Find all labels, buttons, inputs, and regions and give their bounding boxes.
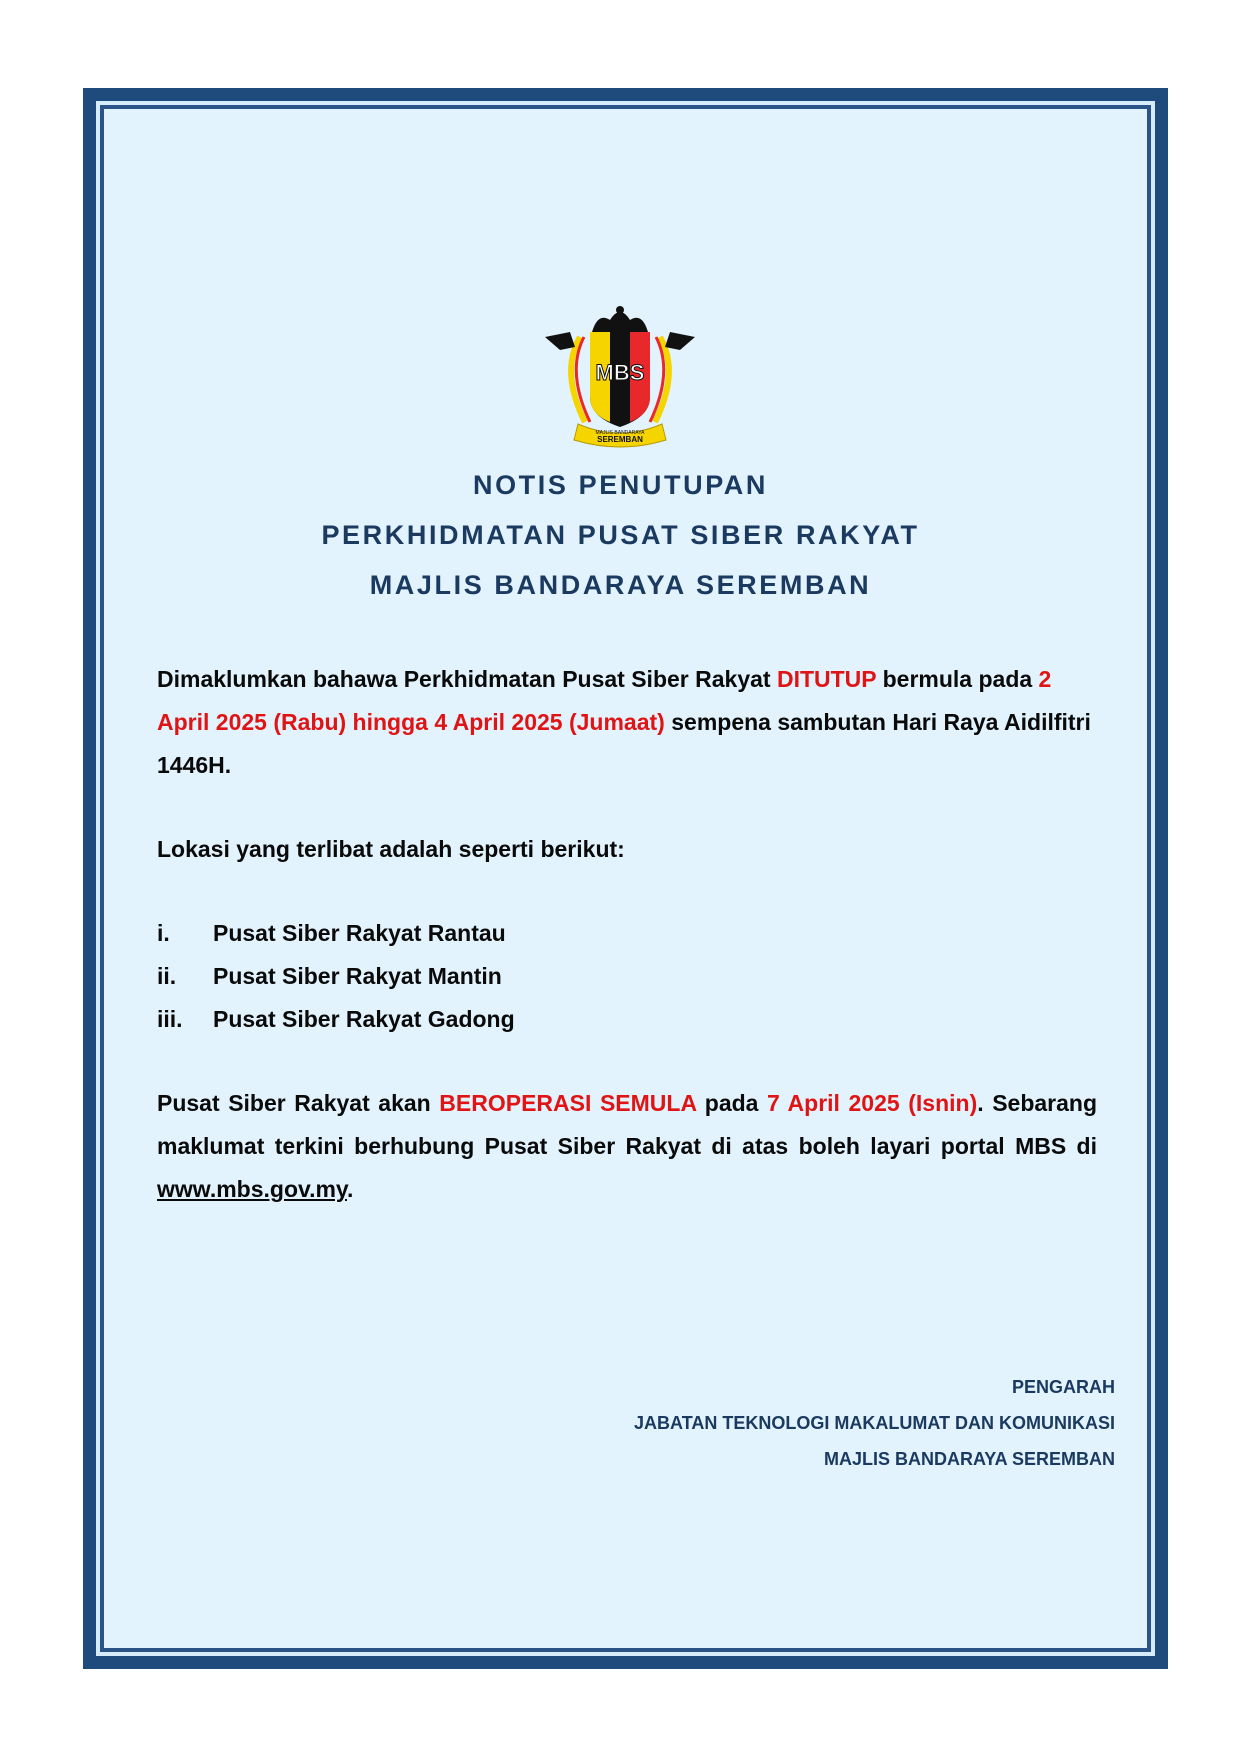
svg-text:MAJLIS BANDARAYA: MAJLIS BANDARAYA <box>595 430 645 436</box>
title-service: PERKHIDMATAN PUSAT SIBER RAKYAT <box>321 520 920 550</box>
reopening-paragraph: Pusat Siber Rakyat akan BEROPERASI SEMULA pada 7 April 2025 (Isnin). Sebarang maklumat terkini berhubung Pusat Siber Rakyat di atas boleh layari portal MBS di www.mbs.gov.my. <box>157 1090 1098 1202</box>
reopen-date-highlight: 7 April 2025 (Isnin) <box>767 1090 978 1116</box>
title-notice: NOTIS PENUTUPAN <box>472 470 768 500</box>
closed-highlight: DITUTUP <box>776 666 877 692</box>
closure-announcement-paragraph: Dimaklumkan bahawa Perkhidmatan Pusat Siber Rakyat DITUTUP bermula pada 2 April 2025 (Rabu) hingga 4 April 2025 (Jumaat) sempena sambutan Hari Raya Aidilfitri 1446H. <box>157 666 1091 778</box>
portal-link[interactable]: www.mbs.gov.my <box>157 1176 347 1202</box>
signature-department: JABATAN TEKNOLOGI MAKALUMAT DAN KOMUNIKASI <box>634 1413 1115 1433</box>
svg-text:MBS: MBS <box>595 360 645 385</box>
title-organization: MAJLIS BANDARAYA SEREMBAN <box>369 570 872 600</box>
reopen-highlight: BEROPERASI SEMULA <box>439 1090 697 1116</box>
locations-intro: Lokasi yang terlibat adalah seperti berikut: <box>157 836 625 862</box>
svg-text:SEREMBAN: SEREMBAN <box>597 435 643 444</box>
mbs-crest-logo-icon <box>540 302 700 450</box>
list-item: ii. Pusat Siber Rakyat Mantin <box>157 963 502 989</box>
signature-title: PENGARAH <box>1011 1377 1115 1397</box>
list-item: iii. Pusat Siber Rakyat Gadong <box>157 1006 515 1032</box>
list-item: i. Pusat Siber Rakyat Rantau <box>157 920 506 946</box>
locations-list <box>157 912 1097 1041</box>
signature-organization: MAJLIS BANDARAYA SEREMBAN <box>823 1449 1115 1469</box>
closure-dates-highlight: 2 April 2025 (Rabu) hingga 4 April 2025 (Jumaat) <box>157 666 1052 735</box>
